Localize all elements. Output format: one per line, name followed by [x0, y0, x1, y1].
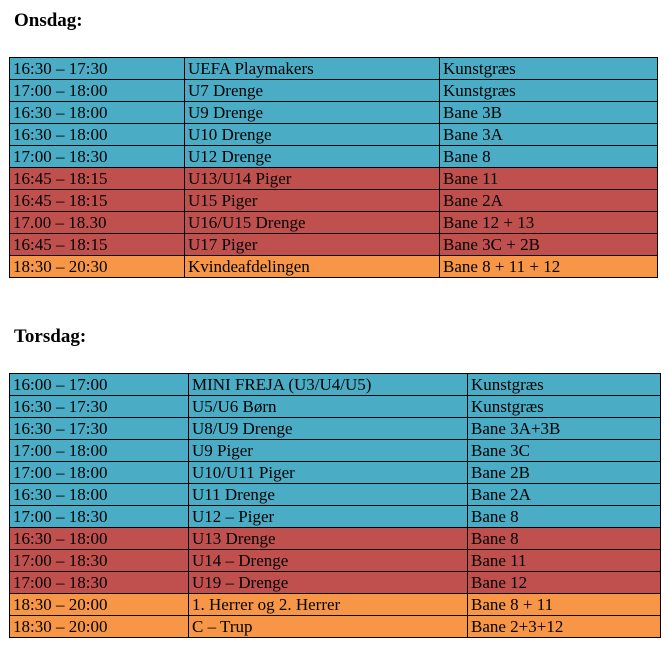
place-cell: Bane 3B — [440, 102, 658, 124]
team-cell: U10/U11 Piger — [189, 462, 468, 484]
place-cell: Bane 12 — [468, 572, 661, 594]
schedule-row — [10, 58, 658, 80]
team-cell: U17 Piger — [185, 234, 440, 256]
team-cell: U14 – Drenge — [189, 550, 468, 572]
time-cell: 18:30 – 20:00 — [10, 594, 189, 616]
schedule-table-onsdag — [9, 57, 658, 278]
time-cell: 17:00 – 18:30 — [10, 550, 189, 572]
schedule-row — [10, 124, 658, 146]
time-cell: 16:30 – 17:30 — [10, 396, 189, 418]
team-cell: U13/U14 Piger — [185, 168, 440, 190]
day-heading-onsdag: Onsdag: — [14, 10, 83, 31]
time-cell: 16:30 – 17:30 — [10, 418, 189, 440]
team-cell: U19 – Drenge — [189, 572, 468, 594]
place-cell: Bane 2B — [468, 462, 661, 484]
place-cell: Bane 8 — [468, 506, 661, 528]
time-cell: 16:30 – 18:00 — [10, 528, 189, 550]
schedule-row — [10, 484, 661, 506]
place-cell: Bane 11 — [468, 550, 661, 572]
time-cell: 16:45 – 18:15 — [10, 168, 185, 190]
time-cell: 16:30 – 18:00 — [10, 124, 185, 146]
time-cell: 17:00 – 18:30 — [10, 146, 185, 168]
place-cell: Bane 8 + 11 — [468, 594, 661, 616]
time-cell: 18:30 – 20:30 — [10, 256, 185, 278]
day-heading-torsdag: Torsdag: — [14, 326, 87, 347]
schedule-table-torsdag — [9, 373, 661, 638]
place-cell: Bane 8 + 11 + 12 — [440, 256, 658, 278]
team-cell: 1. Herrer og 2. Herrer — [189, 594, 468, 616]
place-cell: Bane 8 — [468, 528, 661, 550]
place-cell: Bane 2A — [468, 484, 661, 506]
schedule-row — [10, 212, 658, 234]
team-cell: U11 Drenge — [189, 484, 468, 506]
team-cell: MINI FREJA (U3/U4/U5) — [189, 374, 468, 396]
time-cell: 16:45 – 18:15 — [10, 234, 185, 256]
team-cell: U9 Piger — [189, 440, 468, 462]
time-cell: 17:00 – 18:30 — [10, 506, 189, 528]
team-cell: U12 – Piger — [189, 506, 468, 528]
time-cell: 16:30 – 17:30 — [10, 58, 185, 80]
time-cell: 18:30 – 20:00 — [10, 616, 189, 638]
team-cell: U7 Drenge — [185, 80, 440, 102]
place-cell: Kunstgræs — [440, 80, 658, 102]
place-cell: Kunstgræs — [468, 374, 661, 396]
schedule-row — [10, 572, 661, 594]
schedule-row — [10, 80, 658, 102]
schedule-row — [10, 256, 658, 278]
team-cell: C – Trup — [189, 616, 468, 638]
place-cell: Bane 8 — [440, 146, 658, 168]
schedule-row — [10, 440, 661, 462]
team-cell: Kvindeafdelingen — [185, 256, 440, 278]
schedule-row — [10, 396, 661, 418]
team-cell: U9 Drenge — [185, 102, 440, 124]
schedule-row — [10, 168, 658, 190]
schedule-row — [10, 102, 658, 124]
schedule-row — [10, 616, 661, 638]
time-cell: 16:30 – 18:00 — [10, 102, 185, 124]
team-cell: U15 Piger — [185, 190, 440, 212]
team-cell: U5/U6 Børn — [189, 396, 468, 418]
schedule-row — [10, 374, 661, 396]
team-cell: U13 Drenge — [189, 528, 468, 550]
time-cell: 16:30 – 18:00 — [10, 484, 189, 506]
time-cell: 17:00 – 18:30 — [10, 572, 189, 594]
place-cell: Bane 2A — [440, 190, 658, 212]
time-cell: 17.00 – 18.30 — [10, 212, 185, 234]
team-cell: UEFA Playmakers — [185, 58, 440, 80]
place-cell: Bane 3C — [468, 440, 661, 462]
place-cell: Bane 2+3+12 — [468, 616, 661, 638]
place-cell: Bane 3A+3B — [468, 418, 661, 440]
schedule-row — [10, 462, 661, 484]
time-cell: 16:45 – 18:15 — [10, 190, 185, 212]
schedule-row — [10, 418, 661, 440]
schedule-row — [10, 550, 661, 572]
place-cell: Bane 3A — [440, 124, 658, 146]
place-cell: Bane 11 — [440, 168, 658, 190]
time-cell: 17:00 – 18:00 — [10, 440, 189, 462]
place-cell: Kunstgræs — [468, 396, 661, 418]
time-cell: 16:00 – 17:00 — [10, 374, 189, 396]
team-cell: U10 Drenge — [185, 124, 440, 146]
team-cell: U16/U15 Drenge — [185, 212, 440, 234]
schedule-row — [10, 528, 661, 550]
schedule-row — [10, 594, 661, 616]
team-cell: U8/U9 Drenge — [189, 418, 468, 440]
team-cell: U12 Drenge — [185, 146, 440, 168]
time-cell: 17:00 – 18:00 — [10, 80, 185, 102]
time-cell: 17:00 – 18:00 — [10, 462, 189, 484]
place-cell: Kunstgræs — [440, 58, 658, 80]
place-cell: Bane 3C + 2B — [440, 234, 658, 256]
schedule-row — [10, 190, 658, 212]
schedule-row — [10, 506, 661, 528]
schedule-row — [10, 146, 658, 168]
place-cell: Bane 12 + 13 — [440, 212, 658, 234]
schedule-row — [10, 234, 658, 256]
